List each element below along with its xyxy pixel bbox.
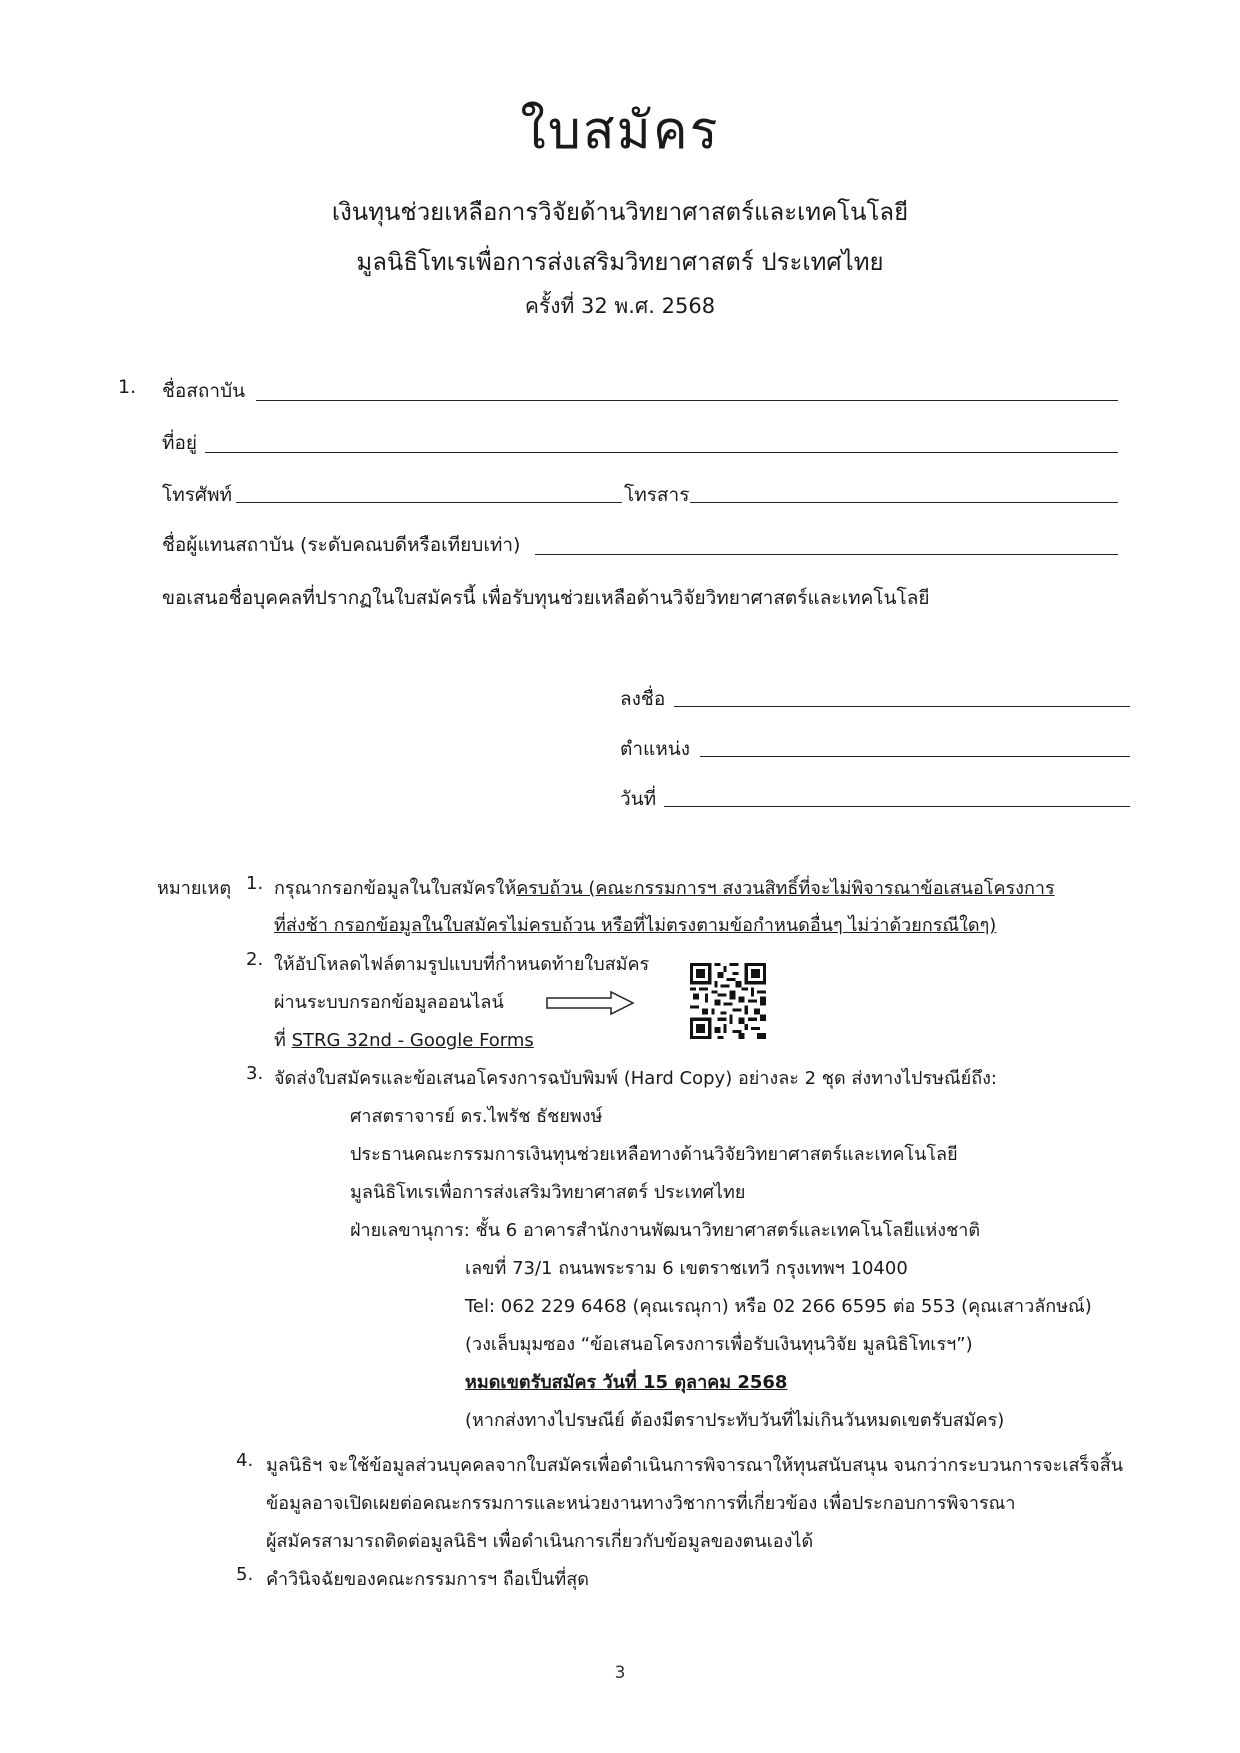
note-3-role: ประธานคณะกรรมการเงินทุนช่วยเหลือทางด้านวิจัยวิทยาศาสตร์และเทคโนโลยี <box>350 1144 958 1165</box>
signature-label: ลงชื่อ <box>620 688 666 710</box>
note-3-org: มูลนิธิโทเรเพื่อการส่งเสริมวิทยาศาสตร์ ประเทศไทย <box>350 1182 746 1203</box>
form-title: ใบสมัคร <box>520 101 720 161</box>
fax-field[interactable] <box>690 502 1118 503</box>
position-label: ตำแหน่ง <box>620 738 691 760</box>
note-4-text-b: ข้อมูลอาจเปิดเผยต่อคณะกรรมการและหน่วยงานทางวิชาการที่เกี่ยวข้อง เพื่อประกอบการพิจารณา <box>266 1493 1016 1514</box>
right-arrow-icon <box>545 990 635 1016</box>
notes-heading: หมายเหตุ <box>157 878 232 899</box>
note-5-text: คำวินิจฉัยของคณะกรรมการฯ ถือเป็นที่สุด <box>266 1569 589 1590</box>
date-label: วันที่ <box>620 788 657 810</box>
representative-field[interactable] <box>535 554 1118 555</box>
note-2-text-a: ให้อัปโหลดไฟล์ตามรูปแบบที่กำหนดท้ายใบสมัคร <box>274 954 650 975</box>
note-2-text-b: ผ่านระบบกรอกข้อมูลออนไลน์ <box>274 992 504 1013</box>
form-subtitle-grant: เงินทุนช่วยเหลือการวิจัยด้านวิทยาศาสตร์และเทคโนโลยี <box>331 198 909 226</box>
form-subtitle-round: ครั้งที่ 32 พ.ศ. 2568 <box>524 294 716 318</box>
google-forms-link[interactable]: STRG 32nd - Google Forms <box>291 1030 534 1051</box>
page-number: 3 <box>614 1663 626 1683</box>
form-subtitle-foundation: มูลนิธิโทเรเพื่อการส่งเสริมวิทยาศาสตร์ ประเทศไทย <box>356 248 884 276</box>
note-2-number: 2. <box>246 949 264 970</box>
signature-field[interactable] <box>674 706 1130 707</box>
note-3-envelope: (วงเล็บมุมซอง “ข้อเสนอโครงการเพื่อรับเงินทุนวิจัย มูลนิธิโทเรฯ”) <box>465 1334 973 1355</box>
note-1-text-b: ครบถ้วน (คณะกรรมการฯ สงวนสิทธิ์ที่จะไม่พิจารณาข้อเสนอโครงการ <box>516 878 1055 899</box>
note-1-text-a: กรุณากรอกข้อมูลในใบสมัครให้ <box>274 878 517 899</box>
note-3-text-a: จัดส่งใบสมัครและข้อเสนอโครงการฉบับพิมพ์ (Hard Copy) อย่างละ 2 ชุด ส่งทางไปรษณีย์ถึง: <box>274 1068 997 1089</box>
institution-label: ชื่อสถาบัน <box>162 380 246 402</box>
note-2-text-c <box>274 1025 534 1054</box>
note-3-address: เลขที่ 73/1 ถนนพระราม 6 เขตราชเทวี กรุงเทพฯ 10400 <box>465 1258 908 1279</box>
note-4-number: 4. <box>236 1450 254 1471</box>
section-number: 1. <box>118 376 137 398</box>
nomination-statement: ขอเสนอชื่อบุคคลที่ปรากฏในใบสมัครนี้ เพื่อรับทุนช่วยเหลือด้านวิจัยวิทยาศาสตร์และเทคโนโลยี <box>162 587 930 609</box>
date-field[interactable] <box>664 806 1130 807</box>
note-1-number: 1. <box>246 873 264 894</box>
institution-field[interactable] <box>256 400 1118 401</box>
phone-label: โทรศัพท์ <box>162 484 233 506</box>
note-5-number: 5. <box>236 1564 254 1585</box>
note-3-tel: Tel: 062 229 6468 (คุณเรณุกา) หรือ 02 266 6595 ต่อ 553 (คุณเสาวลักษณ์) <box>465 1296 1092 1317</box>
qr-code-icon <box>690 963 766 1039</box>
address-field[interactable] <box>205 452 1118 453</box>
note-4-text-c: ผู้สมัครสามารถติดต่อมูลนิธิฯ เพื่อดำเนินการเกี่ยวกับข้อมูลของตนเองได้ <box>266 1531 814 1552</box>
address-label: ที่อยู่ <box>162 432 198 454</box>
note-1-text-c: ที่ส่งช้า กรอกข้อมูลในใบสมัครไม่ครบถ้วน หรือที่ไม่ตรงตามข้อกำหนดอื่นๆ ไม่ว่าด้วยกรณีใดๆ) <box>274 915 997 936</box>
note-3-postmark: (หากส่งทางไปรษณีย์ ต้องมีตราประทับวันที่ไม่เกินวันหมดเขตรับสมัคร) <box>465 1410 1005 1431</box>
note-4-text-a: มูลนิธิฯ จะใช้ข้อมูลส่วนบุคคลจากใบสมัครเพื่อดำเนินการพิจารณาให้ทุนสนับสนุน จนกว่ากระบวนการจะเสร็จสิ้น <box>266 1455 1123 1476</box>
note-3-office: ฝ่ายเลขานุการ: ชั้น 6 อาคารสำนักงานพัฒนาวิทยาศาสตร์และเทคโนโลยีแห่งชาติ <box>350 1220 981 1241</box>
phone-field[interactable] <box>236 502 622 503</box>
note-1-text <box>274 873 1055 902</box>
note-3-deadline: หมดเขตรับสมัคร วันที่ 15 ตุลาคม 2568 <box>465 1372 788 1393</box>
representative-label: ชื่อผู้แทนสถาบัน (ระดับคณบดีหรือเทียบเท่า) <box>162 534 521 556</box>
note-2-prefix: ที่ <box>274 1030 286 1051</box>
note-3-recipient: ศาสตราจารย์ ดร.ไพรัช ธัชยพงษ์ <box>350 1106 603 1127</box>
note-3-number: 3. <box>246 1063 264 1084</box>
position-field[interactable] <box>700 756 1130 757</box>
fax-label: โทรสาร <box>624 484 690 506</box>
